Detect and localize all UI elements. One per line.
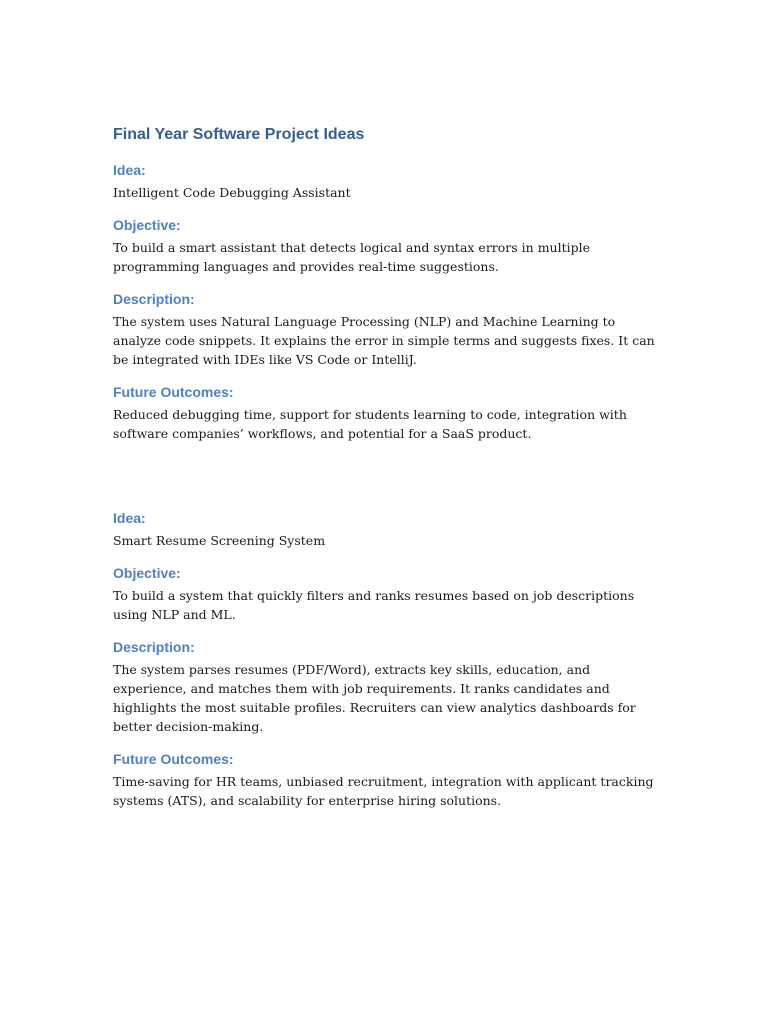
idea-heading: Idea:	[113, 162, 146, 178]
objective-text: To build a smart assistant that detects logical and syntax errors in multiple programming languages and provides real-time suggestions.	[113, 240, 591, 274]
future-outcomes-heading: Future Outcomes:	[113, 751, 234, 767]
description-text: The system parses resumes (PDF/Word), extracts key skills, education, and experience, and matches them with job requirements. It ranks candidates and highlights the most suitable profiles. Recruiters can view analytics dashboards for better decision-making.	[113, 662, 636, 734]
description-heading: Description:	[113, 291, 195, 307]
future-outcomes-text: Time-saving for HR teams, unbiased recruitment, integration with applicant tracking systems (ATS), and scalability for enterprise hiring solutions.	[113, 774, 654, 808]
future-outcomes-text: Reduced debugging time, support for students learning to code, integration with software companies’ workflows, and potential for a SaaS product.	[113, 407, 627, 441]
idea-heading: Idea:	[113, 510, 146, 526]
description-heading: Description:	[113, 639, 195, 655]
document-title: Final Year Software Project Ideas	[113, 126, 365, 143]
objective-text: To build a system that quickly filters and ranks resumes based on job descriptions using NLP and ML.	[113, 588, 635, 622]
idea-text: Intelligent Code Debugging Assistant	[113, 185, 351, 200]
idea-block-1	[113, 160, 658, 443]
objective-heading: Objective:	[113, 217, 181, 233]
idea-text: Smart Resume Screening System	[113, 533, 326, 548]
document-page	[113, 124, 658, 823]
description-text: The system uses Natural Language Processing (NLP) and Machine Learning to analyze code snippets. It explains the error in simple terms and suggests fixes. It can be integrated with IDEs like VS Code or IntelliJ.	[113, 314, 655, 367]
idea-block-2	[113, 508, 658, 810]
future-outcomes-heading: Future Outcomes:	[113, 384, 234, 400]
objective-heading: Objective:	[113, 565, 181, 581]
